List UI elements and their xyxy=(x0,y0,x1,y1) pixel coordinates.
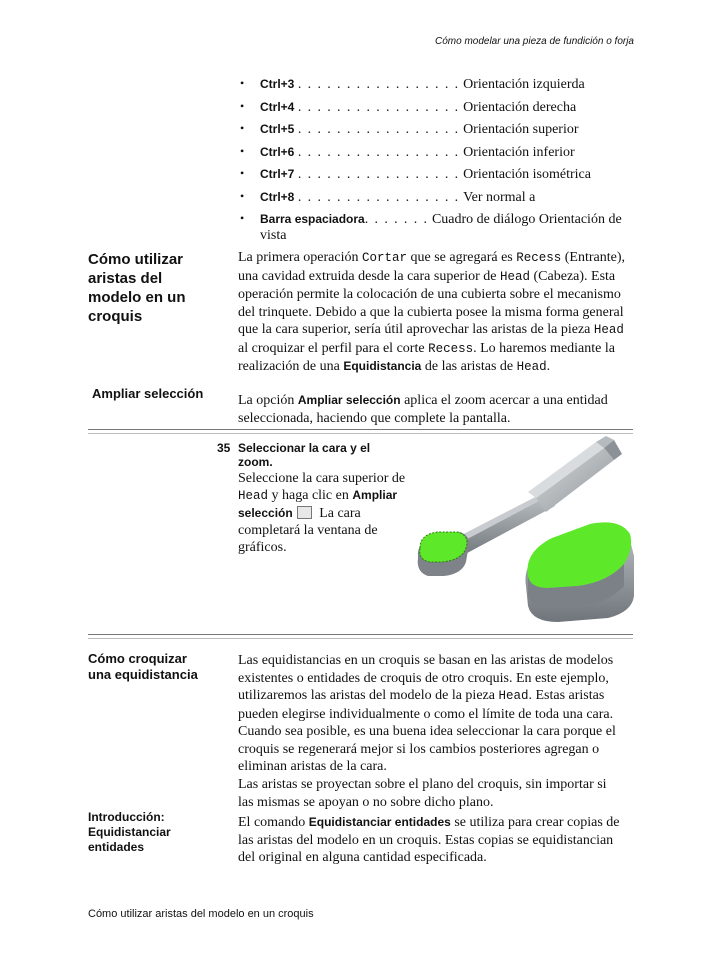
list-item: • Ctrl+7 . . . . . . . . . . . . . . . . . Orientación isométrica xyxy=(240,166,591,182)
section-heading: Cómo croquizar una equidistancia xyxy=(88,651,198,682)
divider xyxy=(88,433,633,434)
divider xyxy=(88,429,633,430)
bullet-icon: • xyxy=(240,143,245,158)
list-item: • Barra espaciadora. . . . . . . Cuadro de diálogo Orientación de vista xyxy=(240,211,622,243)
list-item: • Ctrl+3 . . . . . . . . . . . . . . . . . Orientación izquierda xyxy=(240,76,585,92)
intro-paragraph: La primera operación Cortar que se agregará es Recess (Entrante), una cavidad extruida desde la cara superior de Head (Cabeza). Esta operación permite la colocación de una cubierta sobre el mecanismo del trinquete. Debido a que la cubierta posee la misma forma general que la cara superior, sería útil aprovechar las aristas de la pieza Head al croquizar el perfil para el corte Recess. Lo haremos mediante la realización de una Equidistancia de las aristas de Head. xyxy=(238,250,625,374)
zoom-paragraph: La opción Ampliar selección aplica el zoom acercar a una entidad seleccionada, haciendo que complete la pantalla. xyxy=(238,393,608,426)
running-footer: Cómo utilizar aristas del modelo en un croquis xyxy=(88,908,314,920)
running-header: Cómo modelar una pieza de fundición o forja xyxy=(434,36,634,47)
bullet-icon: • xyxy=(240,188,245,203)
step-paragraph: Seleccione la cara superior de Head y haga clic en Ampliar selección La cara completará la ventana de gráficos. xyxy=(238,471,406,555)
zoom-to-selection-icon xyxy=(297,506,312,519)
bullet-icon: • xyxy=(240,211,245,225)
bullet-icon: • xyxy=(240,121,245,135)
large-head xyxy=(525,522,634,622)
list-item: • Ctrl+8 . . . . . . . . . . . . . . . . . Ver normal a xyxy=(240,188,536,205)
bullet-icon: • xyxy=(240,98,245,113)
section-heading: Cómo utilizar aristas del modelo en un croquis xyxy=(88,251,186,325)
shortcut-list xyxy=(238,76,638,250)
divider xyxy=(88,634,633,635)
projection-paragraph: Las aristas se proyectan sobre el plano del croquis, sin importar si las mismas se apoyan o no sobre dicho plano. xyxy=(238,777,607,810)
bullet-icon: • xyxy=(240,166,245,180)
subsection-heading: Ampliar selección xyxy=(92,386,204,401)
offset-command-paragraph: El comando Equidistanciar entidades se utiliza para crear copias de las aristas del modelo en un croquis. Estas copias se equidistancian del original en alguna cantidad especificada. xyxy=(238,815,620,865)
small-head xyxy=(418,532,469,576)
model-illustration xyxy=(408,436,634,626)
list-item: • Ctrl+5 . . . . . . . . . . . . . . . . . Orientación superior xyxy=(240,121,579,137)
step-title: Seleccionar la cara y el zoom. xyxy=(238,441,371,469)
divider xyxy=(88,638,633,639)
list-item: • Ctrl+6 . . . . . . . . . . . . . . . . . Orientación inferior xyxy=(240,143,575,160)
subsection-heading: Introducción: Equidistanciar entidades xyxy=(88,810,171,854)
bullet-icon: • xyxy=(240,76,245,90)
step-number: 35 xyxy=(217,441,231,455)
offset-paragraph: Las equidistancias en un croquis se basan en las aristas de modelos existentes o entidades de croquis de otro croquis. En este ejemplo, utilizaremos las aristas del modelo de la pieza Head. Estas aristas pueden elegirse individualmente o como el límite de toda una cara. Cuando sea posible, es una buena idea seleccionar la cara porque el croquis se regenerará mejor si los cambios posteriores agregan o eliminan aristas de la cara. xyxy=(238,653,616,774)
list-item: • Ctrl+4 . . . . . . . . . . . . . . . . . Orientación derecha xyxy=(240,98,577,115)
